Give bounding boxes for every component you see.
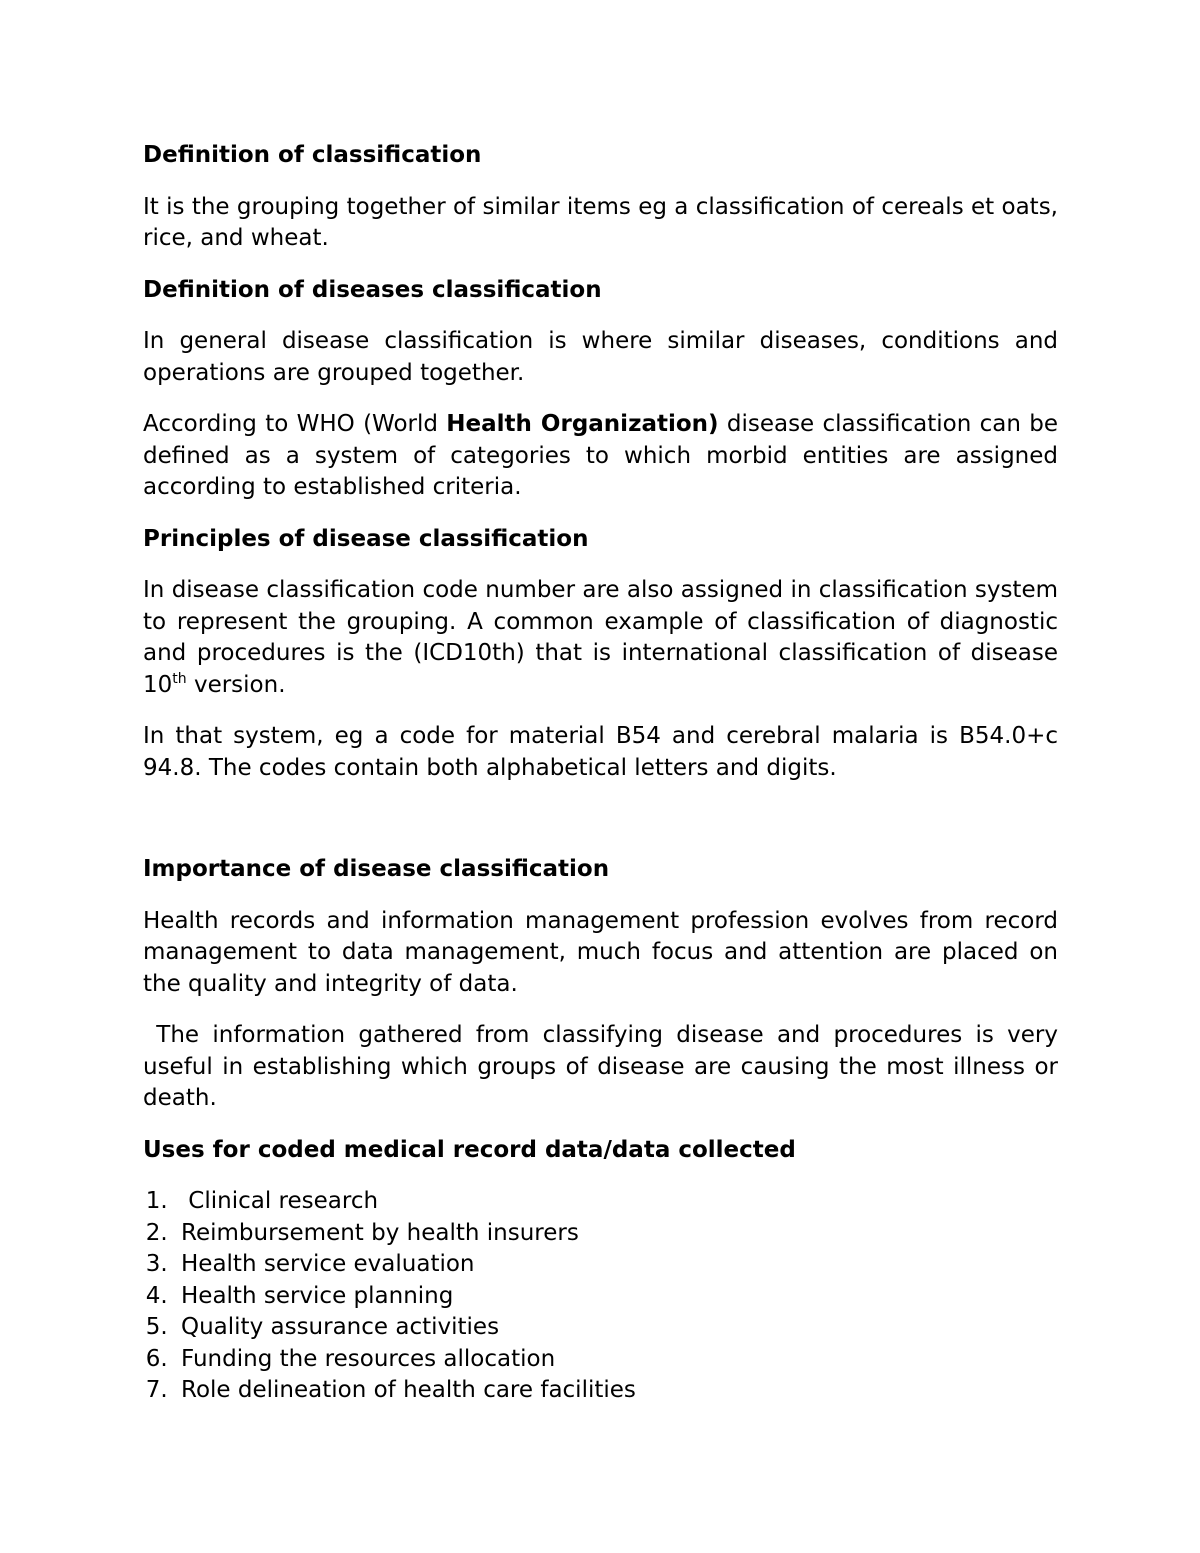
paragraph-him-profession: Health records and information management profession evolves from record management to data management, much focus and attention are placed on the quality and integrity of data.	[143, 907, 1058, 997]
heading-definition-classification: Definition of classification	[143, 142, 482, 168]
icd-text-pre: In disease classification code number are also assigned in classification system to represent the grouping. A common example of classification of diagnostic and procedures is the (ICD10th) that is international classification of disease 10	[143, 577, 1058, 698]
paragraph-principles-icd	[143, 575, 1058, 701]
list-item: 3. Health service evaluation	[175, 1249, 1058, 1281]
list-item: 1. Clinical research	[175, 1186, 1058, 1218]
paragraph-classification-definition: It is the grouping together of similar items eg a classification of cereals et oats, rice, and wheat.	[143, 193, 1058, 251]
list-item: 2. Reimbursement by health insurers	[175, 1218, 1058, 1250]
paragraph-disease-classification-general: In general disease classification is where similar diseases, conditions and operations are grouped together.	[143, 328, 1058, 386]
blank-line	[143, 804, 1058, 854]
paragraph-who-definition	[143, 409, 1058, 504]
paragraph-information-gathered: The information gathered from classifying disease and procedures is very useful in establishing which groups of disease are causing the most illness or death.	[143, 1022, 1066, 1111]
list-item: 6. Funding the resources allocation	[175, 1344, 1058, 1376]
who-text-pre: According to WHO (World	[143, 411, 447, 437]
icd-text-post: version.	[186, 671, 286, 698]
list-item: 5. Quality assurance activities	[175, 1312, 1058, 1344]
heading-importance: Importance of disease classification	[143, 856, 610, 882]
heading-principles: Principles of disease classification	[143, 525, 589, 552]
list-item: 4. Health service planning	[175, 1281, 1058, 1313]
who-text-post: disease classification can be defined as a system of categories to which morbid entities are assigned according to established criteria.	[143, 411, 1058, 500]
document-page	[143, 140, 1066, 1407]
heading-uses: Uses for coded medical record data/data collected	[143, 1136, 796, 1163]
icd-superscript: th	[172, 670, 187, 687]
paragraph-code-example: In that system, eg a code for material B54 and cerebral malaria is B54.0+c 94.8. The codes contain both alphabetical letters and digits.	[143, 723, 1058, 781]
list-item: 7. Role delineation of health care facilities	[175, 1375, 1058, 1407]
who-text-bold: Health Organization)	[446, 411, 719, 437]
heading-definition-diseases-classification: Definition of diseases classification	[143, 276, 602, 303]
uses-list	[143, 1186, 1058, 1407]
